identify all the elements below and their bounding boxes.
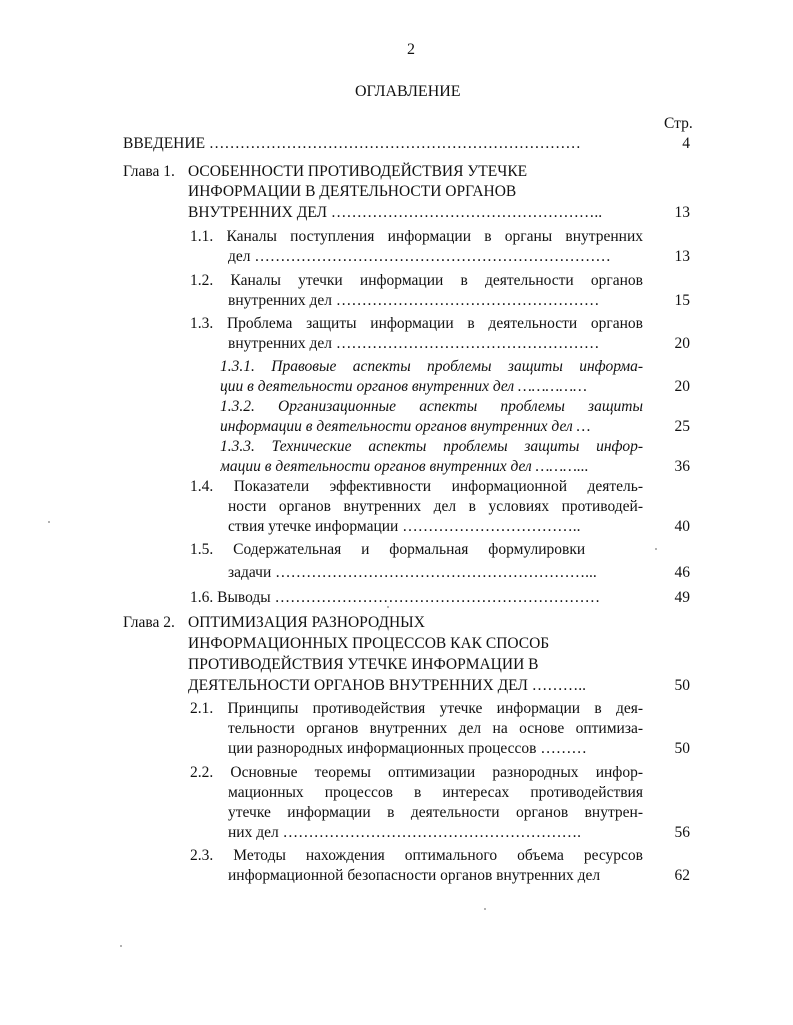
toc-page-1-3-1: 20 <box>674 378 690 395</box>
section-1-4-line-1: 1.4. Показатели эффективности информационной деятель- <box>190 478 643 495</box>
chapter-2-title-line-3: ПРОТИВОДЕЙСТВИЯ УТЕЧКЕ ИНФОРМАЦИИ В <box>188 656 539 673</box>
toc-page-1-6: 49 <box>674 589 690 606</box>
section-2-3-line-1: 2.3. Методы нахождения оптимального объема ресурсов <box>190 847 643 864</box>
section-1-4-line-3: ствия утечке информации …………………………….. <box>228 518 581 535</box>
toc-entry-intro: ВВЕДЕНИЕ ……………………………………………………………… <box>123 135 581 152</box>
toc-page-2-2: 56 <box>674 824 690 841</box>
section-1-3-line-2: внутренних дел …………………………………………… <box>228 335 600 352</box>
subsection-1-3-1-line-1: 1.3.1. Правовые аспекты проблемы защиты информа- <box>220 358 643 375</box>
toc-page-1-1: 13 <box>674 248 690 265</box>
scan-speck <box>48 521 50 523</box>
subsection-1-3-3-line-1: 1.3.3. Технические аспекты проблемы защиты инфор- <box>220 438 643 455</box>
section-1-4-line-2: ности органов внутренних дел в условиях противодей- <box>228 498 643 515</box>
section-1-1-line-2: дел …………………………………………………………… <box>228 248 611 265</box>
section-2-1-line-2: тельности органов внутренних дел на основе оптимиза- <box>228 720 643 737</box>
chapter-1-label: Глава 1. <box>123 163 175 180</box>
page-title: ОГЛАВЛЕНИЕ <box>355 83 461 100</box>
toc-page-2-1: 50 <box>674 740 690 757</box>
section-2-2-line-4: них дел …………………………………………………. <box>228 824 581 841</box>
section-1-1-line-1: 1.1. Каналы поступления информации в органы внутренних <box>190 228 643 245</box>
chapter-1-title-line-1: ОСОБЕННОСТИ ПРОТИВОДЕЙСТВИЯ УТЕЧКЕ <box>188 163 528 180</box>
chapter-1-title-line-2: ИНФОРМАЦИИ В ДЕЯТЕЛЬНОСТИ ОРГАНОВ <box>188 183 517 200</box>
toc-page-chapter-2: 50 <box>674 677 690 694</box>
section-1-2-line-1: 1.2. Каналы утечки информации в деятельности органов <box>190 272 643 289</box>
section-2-1-line-3: ции разнородных информационных процессов ……… <box>228 740 587 757</box>
toc-page-1-3: 20 <box>674 335 690 352</box>
page-column-header: Стр. <box>664 115 693 132</box>
chapter-2-title-line-4: ДЕЯТЕЛЬНОСТИ ОРГАНОВ ВНУТРЕННИХ ДЕЛ ……….. <box>188 677 587 694</box>
scan-speck <box>120 945 122 947</box>
section-2-1-line-1: 2.1. Принципы противодействия утечке информации в дея- <box>190 700 643 717</box>
section-1-6: 1.6. Выводы ……………………………………………………… <box>190 589 601 606</box>
section-1-5-line-1: 1.5. Содержательная и формальная формулировки <box>190 541 586 558</box>
toc-page-1-3-2: 25 <box>674 418 690 435</box>
page-number: 2 <box>407 41 415 58</box>
section-2-2-line-1: 2.2. Основные теоремы оптимизации разнородных инфор- <box>190 764 643 781</box>
section-1-3-line-1: 1.3. Проблема защиты информации в деятельности органов <box>190 315 643 332</box>
chapter-1-title-line-3: ВНУТРЕННИХ ДЕЛ …………………………………………….. <box>188 204 603 221</box>
toc-page-1-4: 40 <box>674 518 690 535</box>
subsection-1-3-2-line-1: 1.3.2. Организационные аспекты проблемы защиты <box>220 398 643 415</box>
toc-page-chapter-1: 13 <box>674 204 690 221</box>
toc-page-1-3-3: 36 <box>674 458 690 475</box>
subsection-1-3-1-line-2: ции в деятельности органов внутренних дел …………… <box>220 378 587 395</box>
section-1-5-line-2: задачи ……………………………………………………... <box>228 564 597 581</box>
chapter-2-title-line-1: ОПТИМИЗАЦИЯ РАЗНОРОДНЫХ <box>188 614 425 631</box>
section-2-2-line-3: утечке информации в деятельности органов внутрен- <box>228 804 643 821</box>
toc-page-1-2: 15 <box>674 292 690 309</box>
scan-speck <box>387 606 389 608</box>
subsection-1-3-3-line-2: мации в деятельности органов внутренних дел ………... <box>220 458 589 475</box>
section-2-2-line-2: мационных процессов в интересах противодействия <box>228 784 643 801</box>
toc-page-1-5: 46 <box>674 564 690 581</box>
subsection-1-3-2-line-2: информации в деятельности органов внутренних дел … <box>220 418 591 435</box>
toc-page-2-3: 62 <box>674 867 690 884</box>
scan-speck <box>655 548 657 550</box>
section-2-3-line-2: информационной безопасности органов внутренних дел <box>228 867 601 884</box>
scan-speck <box>484 908 486 910</box>
chapter-2-title-line-2: ИНФОРМАЦИОННЫХ ПРОЦЕССОВ КАК СПОСОБ <box>188 635 550 652</box>
chapter-2-label: Глава 2. <box>123 614 175 631</box>
toc-page-intro: 4 <box>682 135 690 152</box>
section-1-2-line-2: внутренних дел …………………………………………… <box>228 292 600 309</box>
